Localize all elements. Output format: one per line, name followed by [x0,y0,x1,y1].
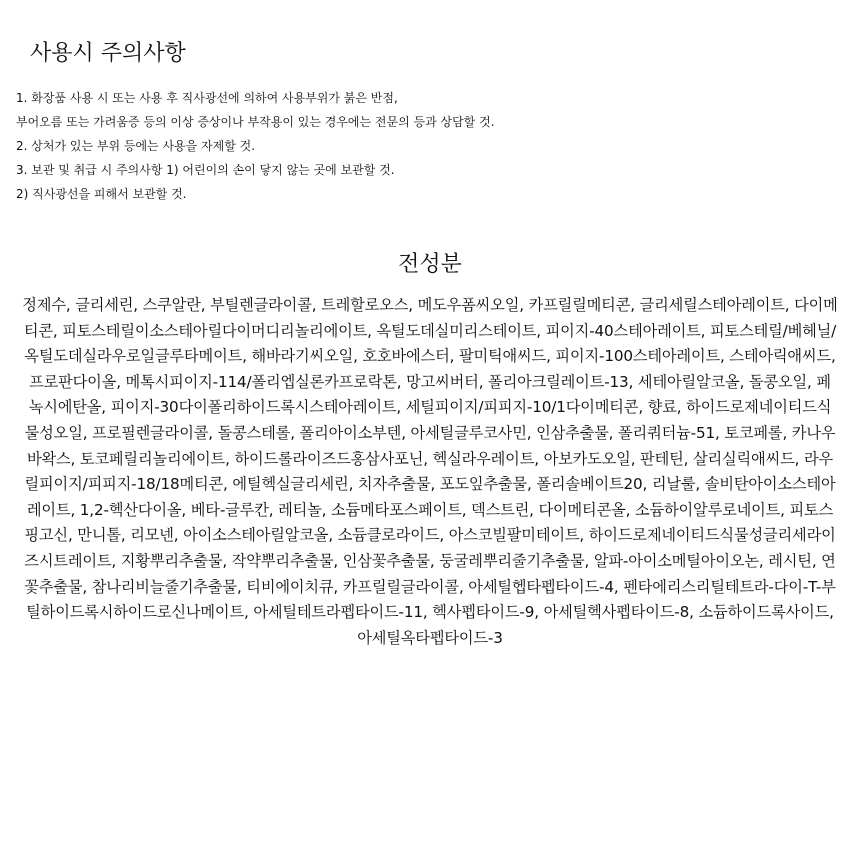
caution-line: 2. 상처가 있는 부위 등에는 사용을 자제할 것. [16,139,256,153]
caution-line: 1. 화장품 사용 시 또는 사용 후 직사광선에 의하여 사용부위가 붉은 반점, [16,91,398,105]
caution-line: 3. 보관 및 취급 시 주의사항 1) 어린이의 손이 닿지 않는 곳에 보관할 것. [16,163,395,177]
caution-list [16,86,846,206]
caution-title: 사용시 주의사항 [30,41,186,66]
ingredients-list: 정제수, 글리세린, 스쿠알란, 부틸렌글라이콜, 트레할로오스, 메도우폼씨오일, 카프릴릴메티콘, 글리세릴스테아레이트, 다이메티콘, 피토스테릴이소스테아릴다이머디리놀리에이트, 옥틸도데실미리스테이트, 피이지-40스테아레이트, 피토스테릴/베헤닐/옥틸도데실라우로일글루타메이트, 해바라기씨오일, 호호바에스터, 팔미틱애씨드, 피이지-100스테아레이트, 스테아릭애씨드, 프로판다이올, 메톡시피이지-114/폴리엡실론카프로락톤, 망고씨버터, 폴리아크릴레이트-13, 세테아릴알코올, 돌콩오일, 페녹시에탄올, 피이지-30다이폴리하이드록시스테아레이트, 세틸피이지/피피지-10/1다이메티콘, 향료, 하이드로제네이티드식물성오일, 프로필렌글라이콜, 돌콩스테롤, 폴리아이소부텐, 아세틸글루코사민, 인삼추출물, 폴리쿼터늄-51, 토코페롤, 카나우바왁스, 토코페릴리놀리에이트, 하이드롤라이즈드홍삼사포닌, 헥실라우레이트, 아보카도오일, 판테틴, 살리실릭애씨드, 라우릴피이지/피피지-18/18메티콘, 에틸헥실글리세린, 치자추출물, 포도잎추출물, 폴리솔베이트20, 리날룰, 솔비탄아이소스테아레이트, 1,2-헥산다이올, 베타-글루칸, 레티놀, 소듐메타포스페이트, 덱스트린, 다이메티콘올, 소듐하이알루로네이트, 피토스핑고신, 만니톨, 리모넨, 아이소스테아릴알코올, 소듐클로라이드, 아스코빌팔미테이트, 하이드로제네이티드식물성글리세라이즈시트레이트, 지황뿌리추출물, 작약뿌리추출물, 인삼꽃추출물, 둥굴레뿌리줄기추출물, 알파-아이소메틸아이오논, 레시틴, 연꽃추출물, 참나리비늘줄기추출물, 티비에이치큐, 카프릴릴글라이콜, 아세틸헵타펩타이드-4, 펜타에리스리틸테트라-다이-T-부틸하이드록시하이드로신나메이트, 아세틸테트라펩타이드-11, 헥사펩타이드-9, 아세틸헥사펩타이드-8, 소듐하이드록사이드, 아세틸옥타펩타이드-3 [22,296,838,647]
caution-line: 2) 직사광선을 피해서 보관할 것. [16,187,187,201]
caution-line: 부어오름 또는 가려움증 등의 이상 증상이나 부작용이 있는 경우에는 전문의 등과 상담할 것. [16,115,495,129]
ingredients-title: 전성분 [398,252,462,277]
